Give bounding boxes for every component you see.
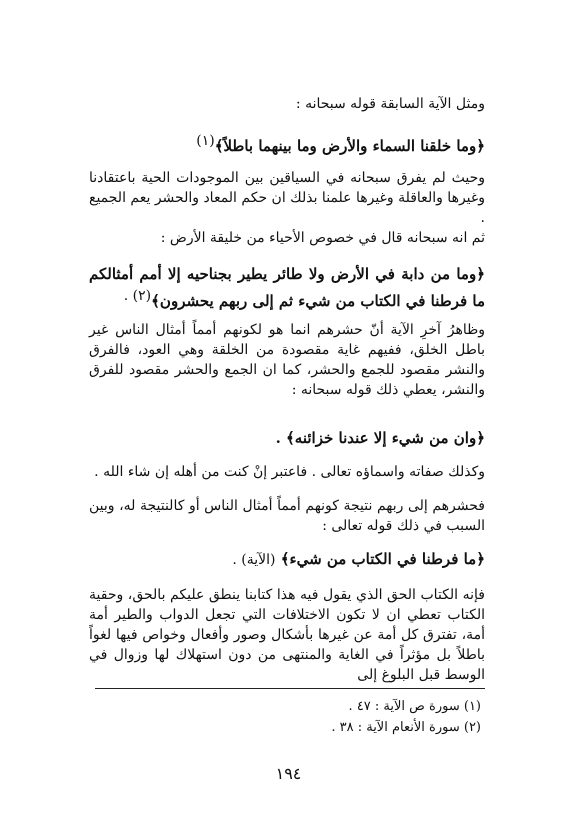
quran-verse-1 (89, 131, 485, 156)
quran-verse-2 (89, 263, 485, 312)
paragraph-3: ثم انه سبحانه قال في خصوص الأحياء من خليقة الأرض : (160, 230, 485, 246)
paragraph-intro: ومثل الآية السابقة قوله سبحانه : (295, 96, 485, 112)
verse-4-ref: (الآية) . (232, 552, 276, 568)
quran-verse-4 (89, 549, 485, 570)
footnote-divider (95, 688, 485, 689)
paragraph-4: وظاهرُ آخرِ الآية أنّ حشرهم انما هو لكونهم أمماً أمثال الناس غير باطل الخلق، ففيهم غاية مقصودة من الخلقة وهي العود، فالفرق والنشر مقصود للجمع والحشر، كما ان الجمع والحشر مقصود للفرق والنشر، يعطي ذلك قوله سبحانه : (89, 322, 485, 398)
paragraph-2: وحيث لم يفرق سبحانه في السياقين بين الموجودات الحية باعتقادنا وغيرها والعاقلة وغيرها علمنا بذلك ان حكم المعاد والحشر يعم الجميع . (89, 170, 485, 226)
footnote-ref-1: (١) (196, 133, 215, 149)
paragraph-5: وكذلك صفاته واسماؤه تعالى . فاعتبر إنْ كنت من أهله إن شاء الله . (94, 464, 485, 480)
footnote-2: (٢) سورة الأنعام الآية : ٣٨ . (331, 720, 481, 735)
footnote-1: (١) سورة ص الآية : ٤٧ . (348, 699, 481, 714)
quran-verse-3: ﴿وان من شيء إلا عندنا خزائنه﴾ . (275, 429, 485, 447)
verse-1-text: ﴿وما خلقنا السماء والأرض وما بينهما باطلاً﴾ (214, 137, 485, 155)
footnote-ref-2: (٢) . (123, 288, 152, 304)
paragraph-6: فحشرهم إلى ربهم نتيجة كونهم أمماً أمثال الناس أو كالنتيجة له، وبين السبب في ذلك قوله تعالى : (89, 498, 485, 534)
page-number: ١٩٤ (275, 764, 302, 783)
verse-4-text: ﴿ما فرطنا في الكتاب من شيء﴾ (280, 550, 485, 568)
paragraph-7: فإنه الكتاب الحق الذي يقول فيه هذا كتابنا ينطق عليكم بالحق، وحقية الكتاب تعطي ان لا تكون الاختلافات التي تجعل الدواب والطير أمة أمة، تفترق كل أمة عن غيرها بأشكال وصور وأفعال وخواص فيها لغواً باطلاً بل مؤثراً في الغاية والمنتهى من دون استهلاك لها وزوال في الوسط قبل البلوغ إلى (89, 587, 485, 683)
verse-2-text: ﴿وما من دابة في الأرض ولا طائر يطير بجناحيه إلا أمم أمثالكم ما فرطنا في الكتاب من شيء ثم إلى ربهم يحشرون﴾ (89, 265, 485, 310)
